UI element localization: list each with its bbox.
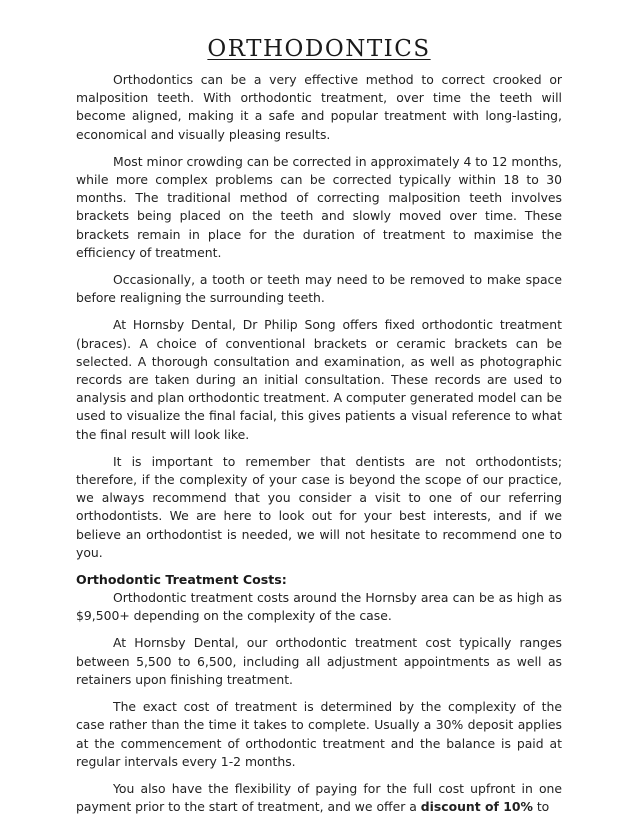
paragraph-hornsby-dental: At Hornsby Dental, Dr Philip Song offers fixed orthodontic treatment (braces). A choice of conventional brackets or ceramic brackets can be selected. A thorough consultation and examination, as well as photographic records are taken during an initial consultation. These records are used to analysis and plan orthodontic treatment. A computer generated model can be used to visualize the final facial, this gives patients a visual reference to what the final result will look like. [76, 317, 562, 442]
document-page [76, 36, 562, 825]
paragraph-duration: Most minor crowding can be corrected in approximately 4 to 12 months, while more complex problems can be corrected typically within 18 to 30 months. The traditional method of correcting malposition teeth involves brackets being placed on the teeth and slowly moved over time. These brackets remain in place for the duration of treatment to maximise the efficiency of treatment. [76, 153, 562, 260]
paragraph-cost-range: At Hornsby Dental, our orthodontic treatment cost typically ranges between 5,500 to 6,500, including all adjustment appointments as well as retainers upon finishing treatment. [76, 635, 562, 687]
paragraph-intro: Orthodontics can be a very effective method to correct crooked or malposition teeth. With orthodontic treatment, over time the teeth will become aligned, making it a safe and popular treatment with long-lasting, economical and visually pleasing results. [76, 72, 562, 142]
costs-section-heading: Orthodontic Treatment Costs: [76, 572, 287, 588]
upfront-text-before: You also have the flexibility of paying for the full cost upfront in one payment prior to the start of treatment, and we offer a [76, 780, 562, 815]
paragraph-referral: It is important to remember that dentists are not orthodontists; therefore, if the complexity of your case is beyond the scope of our practice, we always recommend that you consider a visit to one of our referring orthodontists. We are here to look out for your best interests, and if we believe an orthodontist is needed, we will not hesitate to recommend one to you. [76, 453, 562, 560]
paragraph-extraction: Occasionally, a tooth or teeth may need to be removed to make space before realigning the surrounding teeth. [76, 272, 562, 306]
upfront-text-after: to [532, 799, 550, 815]
paragraph-deposit: The exact cost of treatment is determined by the complexity of the case rather than the time it takes to complete. Usually a 30% deposit applies at the commencement of orthodontic treatment and the balance is paid at regular intervals every 1-2 months. [76, 699, 562, 769]
discount-highlight: discount of 10% [420, 799, 533, 815]
paragraph-upfront-payment [76, 780, 562, 816]
page-title: ORTHODONTICS [207, 36, 431, 62]
paragraph-area-costs: Orthodontic treatment costs around the Hornsby area can be as high as $9,500+ depending on the complexity of the case. [76, 590, 562, 624]
